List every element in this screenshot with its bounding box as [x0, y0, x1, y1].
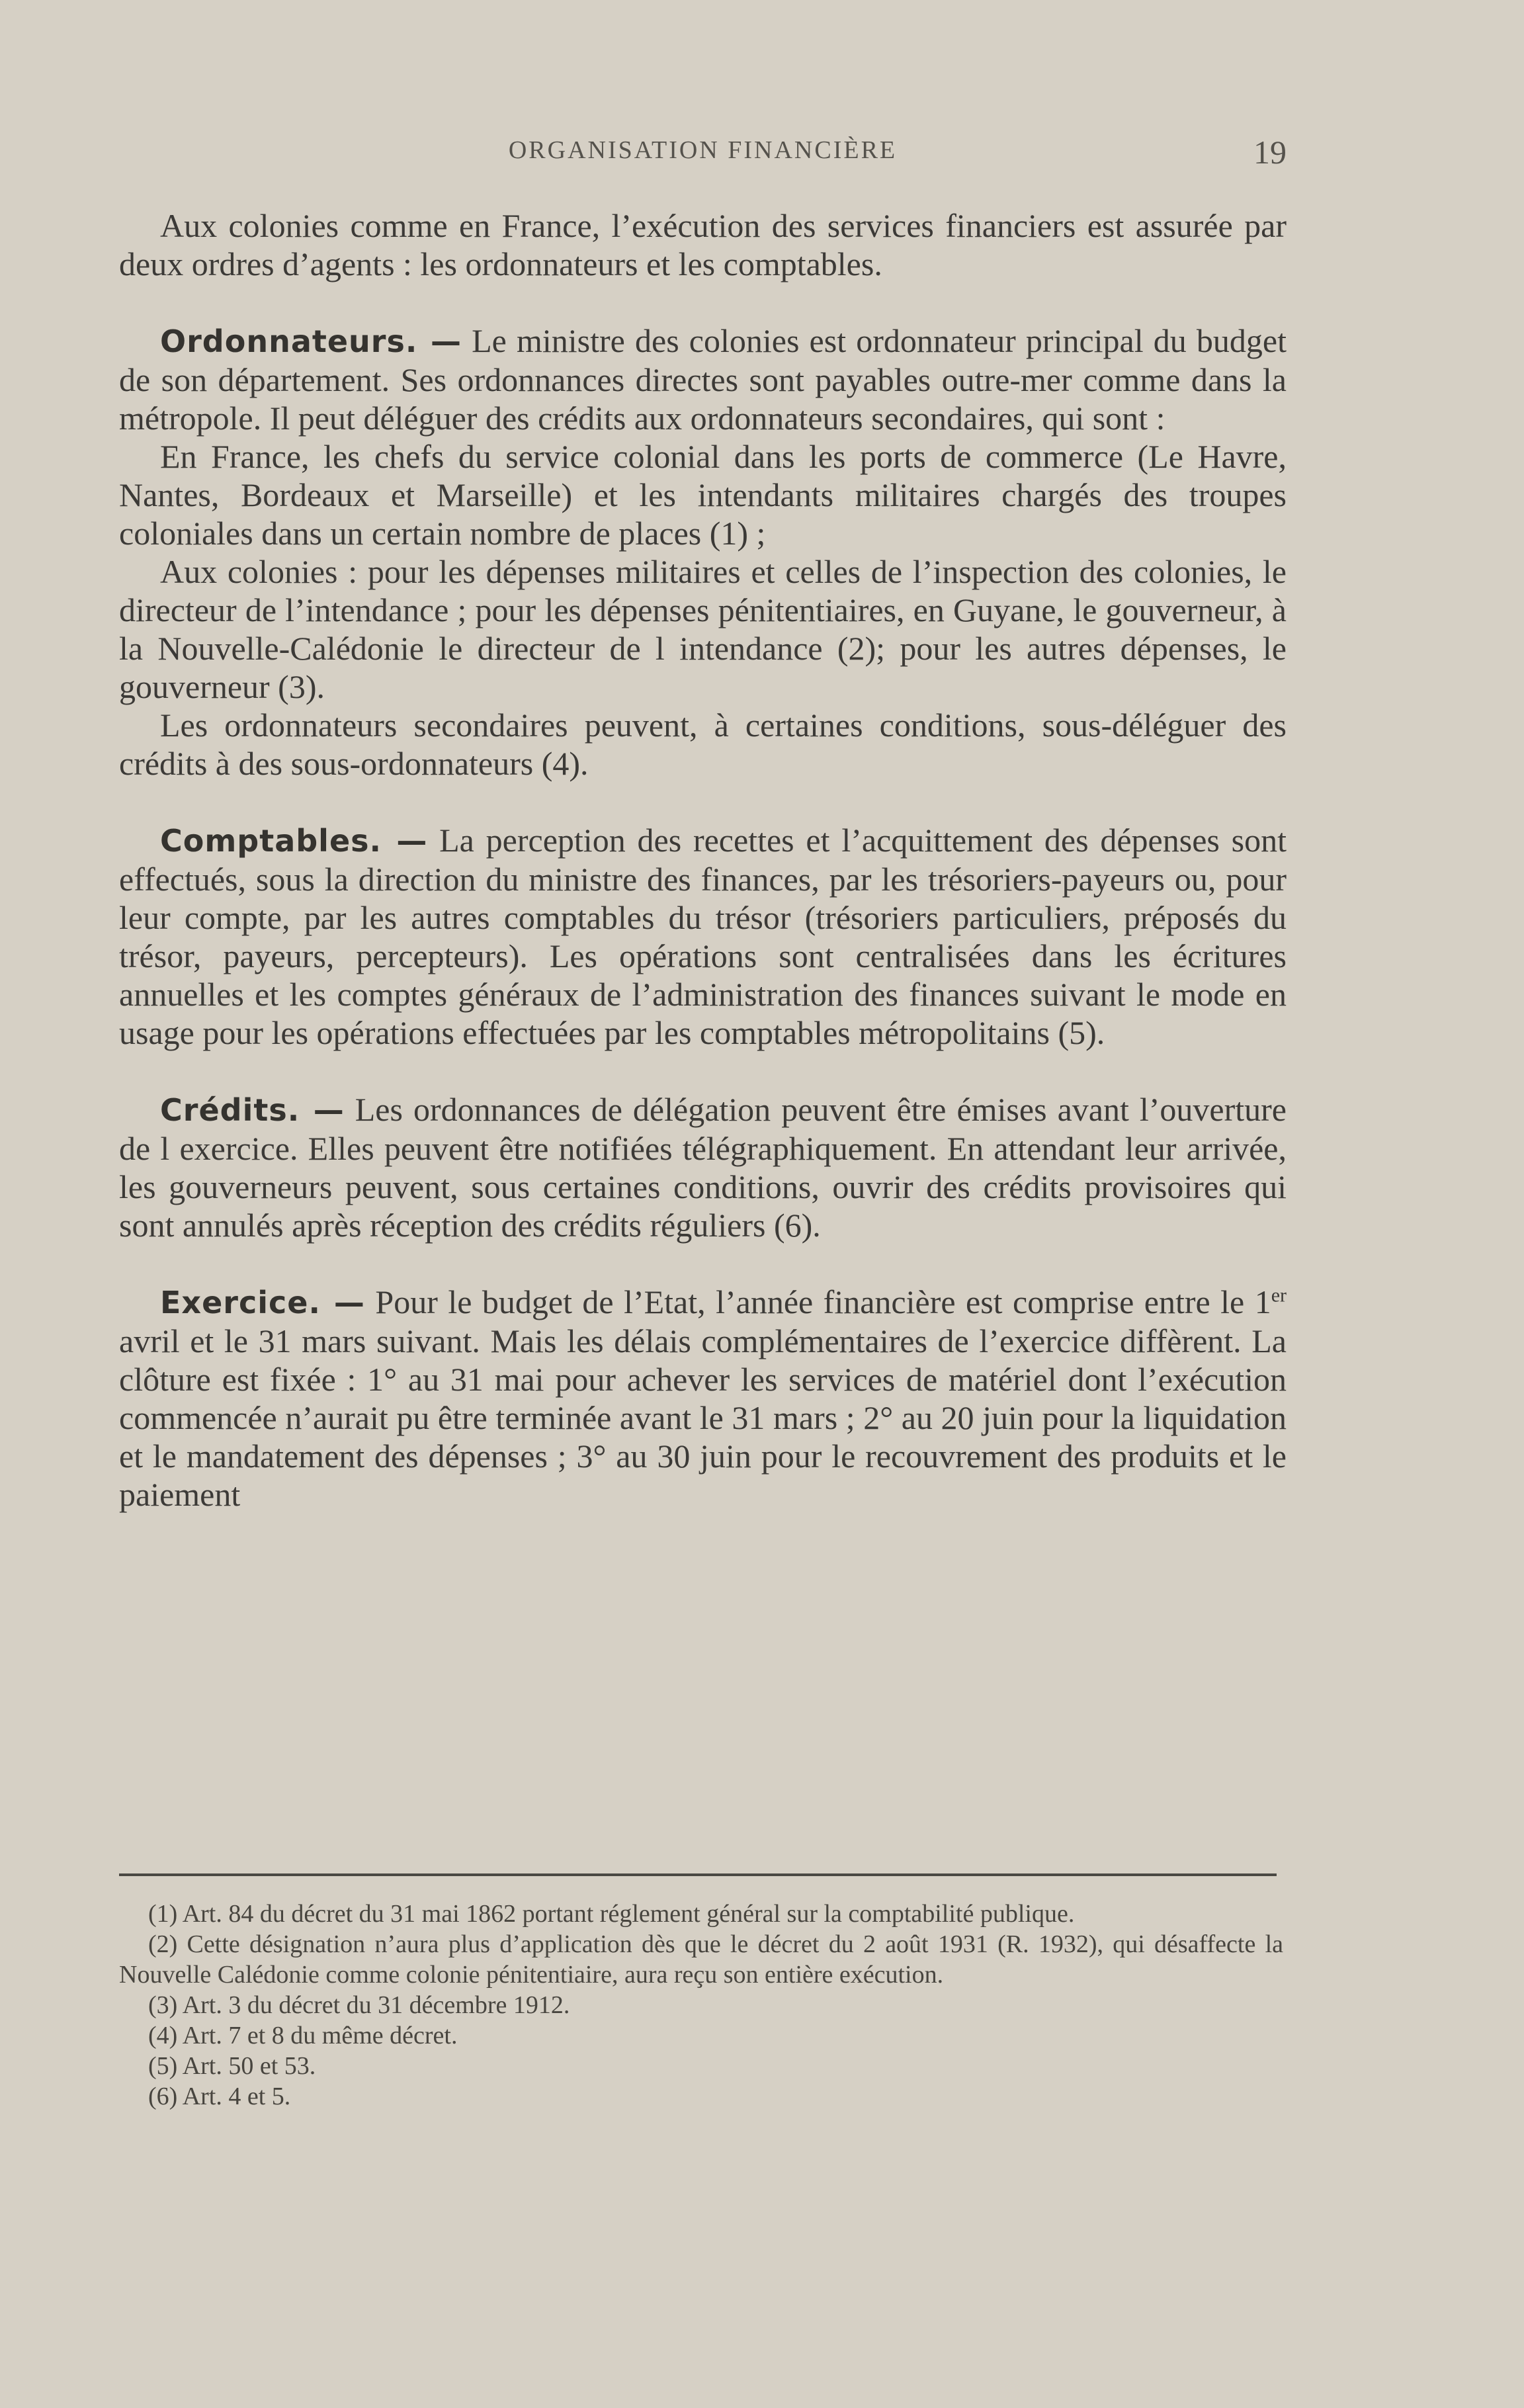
- ordonnateurs-france-paragraph: En France, les chefs du service colonial dans les ports de commerce (Le Havre, Nantes, Bordeaux et Marseille) et les intendants militaires chargés des troupes coloniales dans un certain nombre de places (1) ;: [119, 438, 1287, 552]
- credits-heading: Crédits. —: [160, 1092, 345, 1128]
- page-number: 19: [1253, 134, 1287, 171]
- footnote-4: (4) Art. 7 et 8 du même décret.: [148, 2022, 458, 2049]
- exercice-superscript: er: [1271, 1284, 1287, 1307]
- footnotes: [119, 1899, 1283, 2112]
- credits-paragraph: [119, 1090, 1287, 1244]
- footnote-2: (2) Cette désignation n’aura plus d’application dès que le décret du 2 août 1931 (R. 1932), qui désaffecte la Nouvelle Calédonie comme colonie pénitentiaire, aura reçu son entière exécution.: [119, 1930, 1283, 1989]
- exercice-paragraph: [119, 1283, 1287, 1514]
- ordonnateurs-text: Le ministre des colonies est ordonnateur principal du budget de son département. Ses ordonnances directes sont payables outre-mer comme dans la métropole. Il peut déléguer des crédits aux ordonnateurs secondaires, qui sont :: [119, 322, 1287, 437]
- running-title: ORGANISATION FINANCIÈRE: [508, 136, 898, 164]
- comptables-text: La perception des recettes et l’acquittement des dépenses sont effectués, sous la direction du ministre des finances, par les trésoriers-payeurs ou, pour leur compte, par les autres comptables du trésor (trésoriers particuliers, préposés du trésor, payeurs, percepteurs). Les opérations sont centralisées dans les écritures annuelles et les comptes généraux de l’administration des finances suivant le mode en usage pour les opérations effectuées par les comptables métropolitains (5).: [119, 822, 1287, 1051]
- footnote-rule: [119, 1873, 1277, 1876]
- ordonnateurs-heading: Ordonnateurs. —: [160, 323, 462, 359]
- footnote-6: (6) Art. 4 et 5.: [148, 2083, 291, 2110]
- ordonnateurs-paragraph: [119, 322, 1287, 437]
- footnote-1: (1) Art. 84 du décret du 31 mai 1862 portant réglement général sur la comptabilité publique.: [148, 1900, 1075, 1928]
- ordonnateurs-subdelegation-paragraph: Les ordonnateurs secondaires peuvent, à certaines conditions, sous-déléguer des crédits à des sous-ordonnateurs (4).: [119, 707, 1287, 782]
- page-header: [119, 136, 1287, 175]
- footnote-5: (5) Art. 50 et 53.: [148, 2052, 316, 2080]
- credits-text: Les ordonnances de délégation peuvent être émises avant l’ouverture de l exercice. Elles peuvent être notifiées télégraphiquement. En attendant leur arrivée, les gouverneurs peuvent, sous certaines conditions, ouvrir des crédits provisoires qui sont annulés après réception des crédits réguliers (6).: [119, 1091, 1287, 1244]
- exercice-heading: Exercice. —: [160, 1285, 365, 1320]
- comptables-paragraph: [119, 821, 1287, 1052]
- ordonnateurs-colonies-paragraph: Aux colonies : pour les dépenses militaires et celles de l’inspection des colonies, le directeur de l’intendance ; pour les dépenses pénitentiaires, en Guyane, le gouverneur, à la Nouvelle-Calédonie le directeur de l intendance (2); pour les autres dépenses, le gouverneur (3).: [119, 553, 1287, 705]
- exercice-text-b: avril et le 31 mars suivant. Mais les délais complémentaires de l’exercice diffèrent. La clôture est fixée : 1° au 31 mai pour achever les services de matériel dont l’exécution commencée n’aurait pu être terminée avant le 31 mars ; 2° au 20 juin pour la liquidation et le mandatement des dépenses ; 3° au 30 juin pour le recouvrement des produits et le paiement: [119, 1322, 1287, 1513]
- comptables-heading: Comptables. —: [160, 823, 428, 859]
- exercice-text-a: Pour le budget de l’Etat, l’année financière est comprise entre le 1: [375, 1283, 1271, 1320]
- footnote-3: (3) Art. 3 du décret du 31 décembre 1912.: [148, 1991, 570, 2019]
- intro-paragraph: Aux colonies comme en France, l’exécution des services financiers est assurée par deux ordres d’agents : les ordonnateurs et les comptables.: [119, 207, 1287, 282]
- body-text: [119, 206, 1287, 1514]
